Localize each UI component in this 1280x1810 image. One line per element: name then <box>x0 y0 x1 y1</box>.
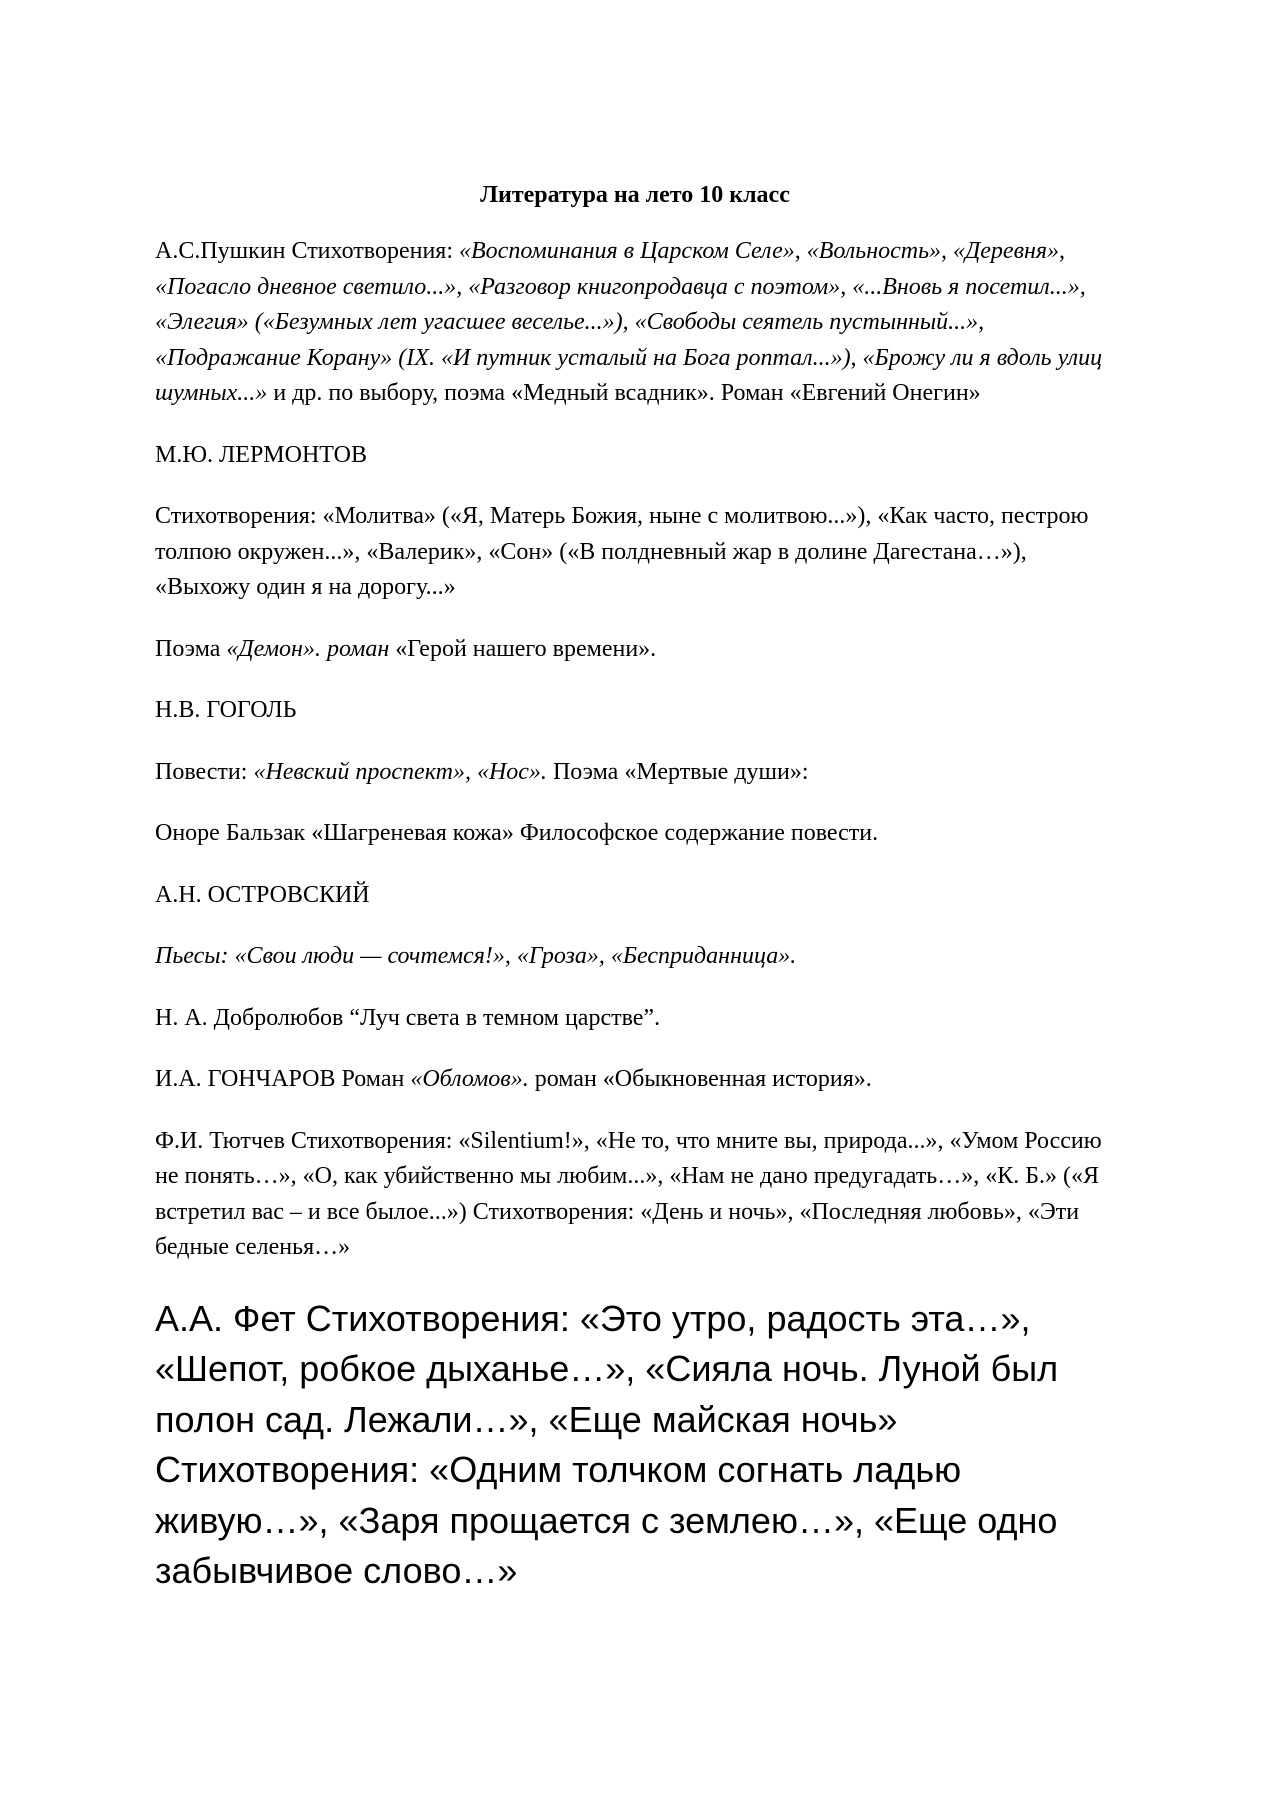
pushkin-author: А.С.Пушкин Стихотворения: <box>155 238 459 264</box>
dobrolyubov-paragraph: Н. А. Добролюбов “Луч света в темном царстве”. <box>155 1004 661 1031</box>
document-body <box>155 178 1115 1623</box>
pushkin-rest: и др. по выбору, поэма «Медный всадник». Роман «Евгений Онегин» <box>267 380 981 406</box>
ostrovsky-plays-italic: Пьесы: «Свои люди — сочтемся!», «Гроза», «Бесприданница». <box>155 943 797 969</box>
lermontov-poema <box>155 632 1115 668</box>
ostrovsky-heading: А.Н. ОСТРОВСКИЙ <box>155 881 370 908</box>
balzac-paragraph: Оноре Бальзак «Шагреневая кожа» Философское содержание повести. <box>155 820 879 846</box>
lermontov-poema-rest: «Герой нашего времени». <box>389 635 657 662</box>
goncharov-italic: «Обломов». <box>410 1066 529 1092</box>
gogol-works <box>155 755 1115 791</box>
fet-paragraph: А.А. Фет Стихотворения: «Это утро, радость эта…», «Шепот, робкое дыханье…», «Сияла ночь. Луной был полон сад. Лежали…», «Еще майская ночь» Стихотворения: «Одним толчком согнать ладью живую…», «Заря прощается с землею…», «Еще одно забывчивое слово…» <box>155 1297 1059 1591</box>
gogol-heading: Н.В. ГОГОЛЬ <box>155 697 297 723</box>
pushkin-paragraph <box>155 234 1115 412</box>
gogol-italic: «Невский проспект», «Нос». <box>253 758 547 785</box>
goncharov-prefix: И.А. ГОНЧАРОВ Роман <box>155 1066 411 1092</box>
lermontov-poema-italic: «Демон». роман <box>226 635 390 662</box>
goncharov-rest: роман «Обыкновенная история». <box>528 1066 872 1092</box>
gogol-rest: Поэма «Мертвые души»: <box>546 758 809 785</box>
lermontov-poema-prefix: Поэма <box>155 635 227 662</box>
ostrovsky-plays <box>155 939 1115 975</box>
lermontov-poems: Стихотворения: «Молитва» («Я, Матерь Божия, ныне с молитвою...»), «Как часто, пестрою толпою окружен...», «Валерик», «Сон» («В полдневный жар в долине Дагестана…»), «Выхожу один я на дорогу...» <box>155 503 1089 600</box>
goncharov-paragraph <box>155 1062 1115 1098</box>
page-title: Литература на лето 10 класс <box>480 182 790 208</box>
tyutchev-paragraph: Ф.И. Тютчев Стихотворения: «Silentium!», «Не то, что мните вы, природа...», «Умом Россию не понять…», «О, как убийственно мы любим...», «Нам не дано предугадать…», «К. Б.» («Я встретил вас – и все былое...») Стихотворения: «День и ночь», «Последняя любовь», «Эти бедные селенья…» <box>155 1127 1102 1260</box>
pushkin-poems: «Воспоминания в Царском Селе», «Вольность», «Деревня», «Погасло дневное светило...», «Разговор книгопродавца с поэтом», «...Вновь я посетил...», «Элегия» («Безумных лет угасшее веселье...»), «Свободы сеятель пустынный...», «Подражание Корану» (IX. «И путник усталый на Бога роптал...»), «Брожу ли я вдоль улиц шумных...» <box>155 238 1103 406</box>
gogol-prefix: Повести: <box>155 758 254 785</box>
lermontov-heading: М.Ю. ЛЕРМОНТОВ <box>155 441 367 468</box>
